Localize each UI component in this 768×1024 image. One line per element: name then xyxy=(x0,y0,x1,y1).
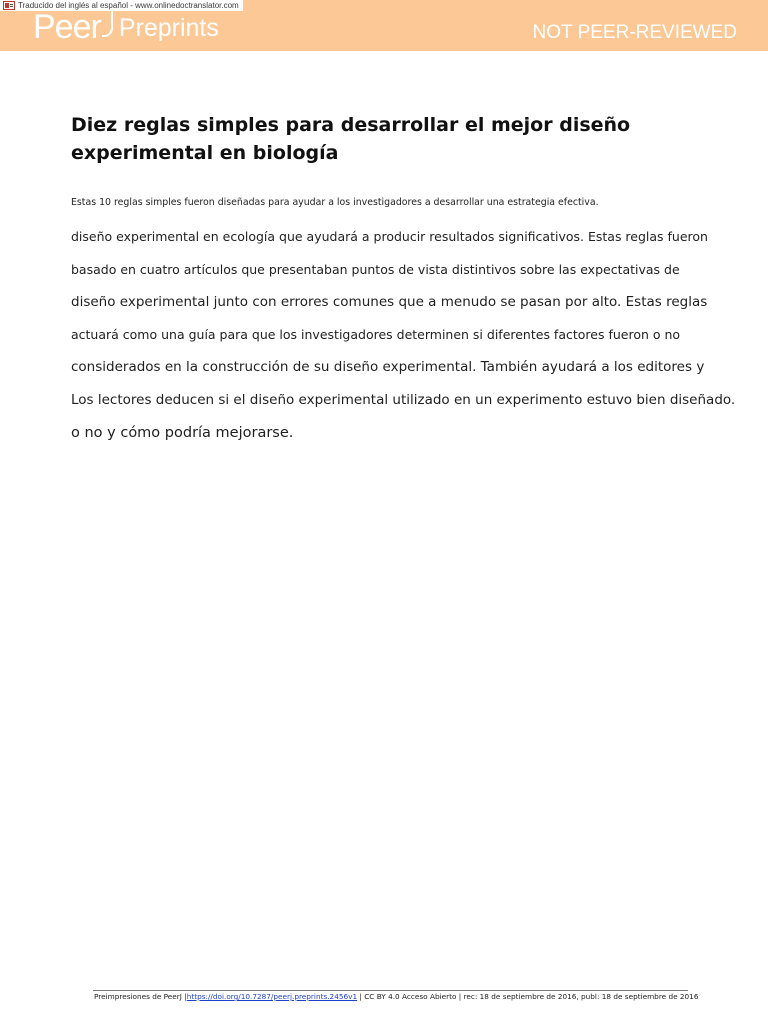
footer-license-dates: | CC BY 4.0 Acceso Abierto | rec: 18 de septiembre de 2016, publ: 18 de septiembre de 2016 xyxy=(357,992,699,1001)
translator-icon xyxy=(3,1,15,10)
abstract-line: diseño experimental en ecología que ayudará a producir resultados significativos. Estas reglas fueron xyxy=(71,229,708,244)
doi-link[interactable]: https://doi.org/10.7287/peerj.preprints.2456v1 xyxy=(186,992,358,1001)
abstract-line: actuará como una guía para que los investigadores determinen si diferentes factores fueron o no xyxy=(71,327,681,342)
peer-review-status: NOT PEER-REVIEWED xyxy=(532,22,737,43)
article-title: Diez reglas simples para desarrollar el mejor diseño experimental en biología xyxy=(71,114,631,164)
preprint-header-banner xyxy=(0,0,768,51)
peerj-preprints-logo xyxy=(33,10,219,44)
logo-preprints-text: Preprints xyxy=(118,14,219,42)
abstract-line: Los lectores deducen si el diseño experimental utilizado en un experimento estuvo bien diseñado. xyxy=(71,392,736,408)
translator-notice-text: Traducido del inglés al español - www.onlinedoctranslator.com xyxy=(18,1,239,10)
abstract-line: Estas 10 reglas simples fueron diseñadas para ayudar a los investigadores a desarrollar una estrategia efectiva. xyxy=(71,197,599,208)
logo-peer-text: Peer xyxy=(33,8,101,46)
citation-footer xyxy=(94,992,699,1002)
footer-divider xyxy=(93,990,688,991)
abstract-line: considerados en la construcción de su diseño experimental. También ayudará a los editores y xyxy=(71,359,705,375)
logo-j-mark xyxy=(102,11,113,37)
abstract-line: diseño experimental junto con errores comunes que a menudo se pasan por alto. Estas reglas xyxy=(71,294,708,310)
abstract-line: basado en cuatro artículos que presentaban puntos de vista distintivos sobre las expectativas de xyxy=(71,262,680,277)
footer-prefix: Preimpresiones de PeerJ | xyxy=(94,992,187,1001)
abstract-line: o no y cómo podría mejorarse. xyxy=(71,425,294,441)
